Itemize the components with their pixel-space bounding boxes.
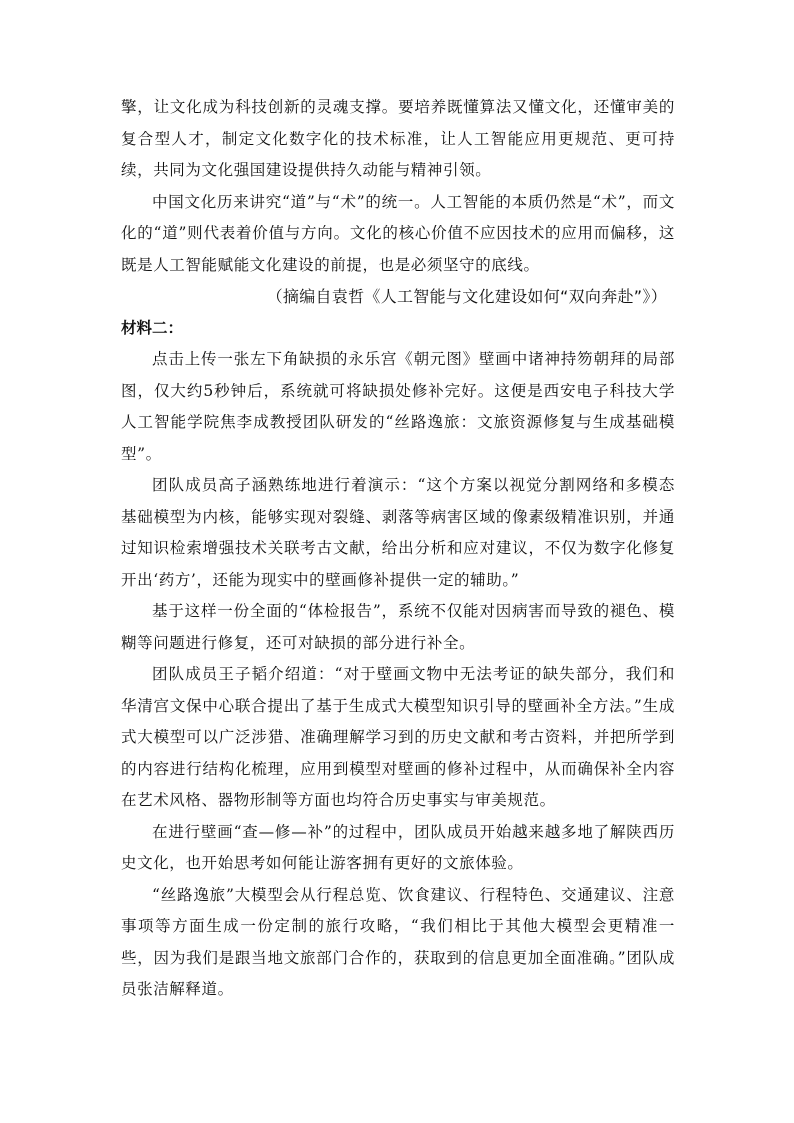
section-heading: 材料二：	[121, 319, 184, 337]
paragraph-continuation: 擎，让文化成为科技创新的灵魂支撑。要培养既懂算法又懂文化，还懂审美的复合型人才，制定文化数字化的技术标准，让人工智能应用更规范、更可持续，共同为文化强国建设提供持久动能与精神引领。	[121, 98, 675, 179]
paragraph-wang-zitao: 团队成员王子韬介绍道：“对于壁画文物中无法考证的缺失部分，我们和华清宫文保中心联合提出了基于生成式大模型知识引导的壁画补全方法。”生成式大模型可以广泛涉猎、准确理解学习到的历史文献和考古资料，并把所学到的内容进行结构化梳理，应用到模型对壁画的修补过程中，从而确保补全内容在艺术风格、器物形制等方面也均符合历史事实与审美规范。	[121, 665, 675, 809]
paragraph-upload-demo: 点击上传一张左下角缺损的永乐宫《朝元图》壁画中诸神持笏朝拜的局部图，仅大约5秒钟后，系统就可将缺损处修补完好。这便是西安电子科技大学人工智能学院焦李成教授团队研发的“丝路逸旅：文旅资源修复与生成基础模型”。	[121, 350, 675, 463]
document-page	[121, 92, 675, 1006]
paragraph-dao-shu: 中国文化历来讲究“道”与“术”的统一。人工智能的本质仍然是“术”，而文化的“道”则代表着价值与方向。文化的核心价值不应因技术的应用而偏移，这既是人工智能赋能文化建设的前提，也是必须坚守的底线。	[121, 192, 675, 274]
paragraph-gao-zihan: 团队成员高子涵熟练地进行着演示：“这个方案以视觉分割网络和多模态基础模型为内核，能够实现对裂缝、剥落等病害区域的像素级精准识别，并通过知识检索增强技术关联考古文献，给出分析和应对建议，不仅为数字化修复开出‘药方’，还能为现实中的壁画修补提供一定的辅助。”	[121, 476, 675, 589]
paragraph-travel-guide: “丝路逸旅”大模型会从行程总览、饮食建议、行程特色、交通建议、注意事项等方面生成一份定制的旅行攻略，“我们相比于其他大模型会更精准一些，因为我们是跟当地文旅部门合作的，获取到的信息更加全面准确。”团队成员张洁解释道。	[121, 885, 675, 998]
source-citation: （摘编自袁哲《人工智能与文化建设如何“双向奔赴”》）	[266, 287, 667, 306]
paragraph-check-repair: 在进行壁画“查—修—补”的过程中，团队成员开始越来越多地了解陕西历史文化，也开始思考如何能让游客拥有更好的文旅体验。	[121, 822, 675, 872]
paragraph-health-report: 基于这样一份全面的“体检报告”，系统不仅能对因病害而导致的褪色、模糊等问题进行修复，还可对缺损的部分进行补全。	[121, 602, 675, 652]
